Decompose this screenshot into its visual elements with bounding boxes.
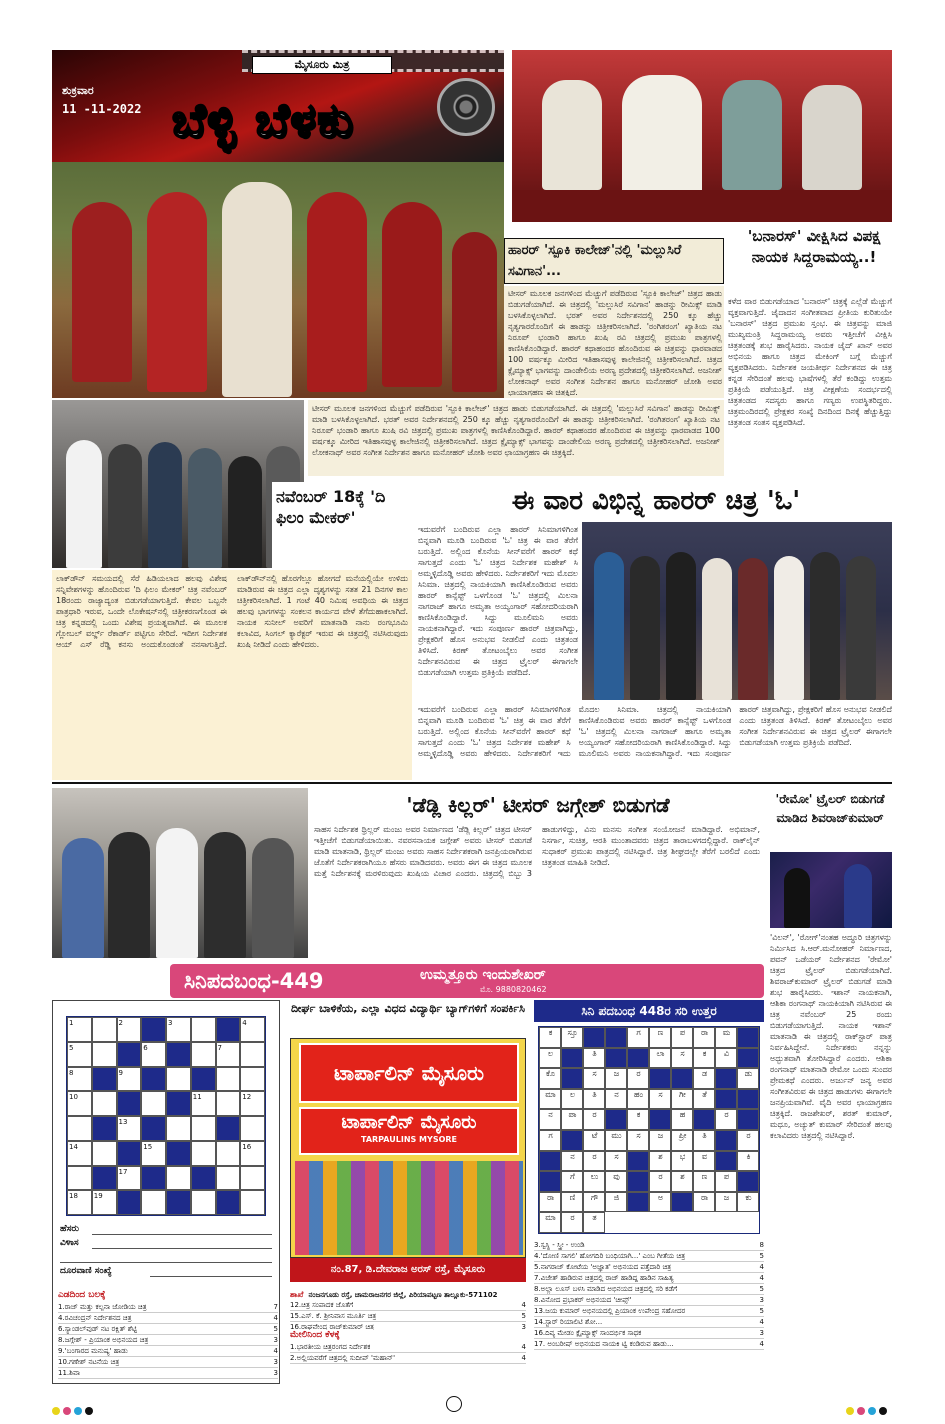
answer-cell: ವಿ (715, 1048, 737, 1069)
answer-cell: ಕಿ (737, 1151, 759, 1172)
answer-cell: ರ (627, 1068, 649, 1089)
crossword-cell[interactable] (92, 1141, 117, 1166)
answer-block (715, 1089, 737, 1110)
crossword-block (141, 1017, 166, 1042)
ad-sign-top (299, 1043, 519, 1103)
crossword-block (141, 1067, 166, 1092)
crossword-cell[interactable] (67, 1116, 92, 1141)
issue-day: ಶುಕ್ರವಾರ (62, 84, 94, 97)
answer-clues (534, 1240, 764, 1384)
crossword-cell[interactable] (191, 1141, 216, 1166)
answers-title: ಸಿನಿ ಪದಬಂಧ 448ರ ಸರಿ ಉತ್ತರ (534, 1000, 764, 1022)
clue-text: 16.ದಿವ್ಯ ಮೇಡಂ ಕ್ಲೈಮ್ಯಾಕ್ಸ್ ಸಾಂದರ್ಭಿಕ ಸಾಧಕ (534, 1329, 642, 1337)
answer-cell: ಪ (671, 1027, 693, 1048)
film-maker-headline: ನವೆಂಬರ್ 18ಕ್ಕೆ 'ದಿ ಫಿಲಂ ಮೇಕರ್' (272, 482, 412, 568)
answer-cell: ತೆ (693, 1089, 715, 1110)
phone-label: ದೂರವಾಣಿ ಸಂಖ್ಯೆ (60, 1266, 112, 1276)
crossword-cell[interactable]: 3 (166, 1017, 191, 1042)
crossword-cell[interactable] (92, 1091, 117, 1116)
clue-text: 12.ಚಿತ್ರ ಸಂಪಾದಕ ಜೊತೆಗೆ (290, 1301, 354, 1309)
clue-row (534, 1295, 764, 1306)
answer-block (671, 1192, 693, 1213)
crossword-cell[interactable] (216, 1141, 241, 1166)
crossword-cell[interactable]: 18 (67, 1190, 92, 1215)
answer-cell: ಕು (737, 1192, 759, 1213)
answer-block (649, 1109, 671, 1130)
clue-text: 1.ರಾಜ್ ಮತ್ತು ಕಲ್ಪನಾ ಜೋಡಿಯ ಚಿತ್ರ (58, 1303, 147, 1311)
crossword-cell[interactable] (141, 1190, 166, 1215)
answer-cell: ಪ (715, 1171, 737, 1192)
answer-cell: ವು (605, 1171, 627, 1192)
answer-block (539, 1171, 561, 1192)
crossword-cell[interactable] (141, 1091, 166, 1116)
horror-o-body-cont: ಇದುವರೆಗೆ ಬಂದಿರುವ ಎಲ್ಲಾ ಹಾರರ್ ಸಿನಿಮಾಗಳಿಗಿಂತ ಬಿನ್ನವಾಗಿ ಮೂಡಿ ಬಂದಿರುವ 'ಓ' ಚಿತ್ರ ಈ ವಾರ ತೆರೆಗೆ ಬರುತ್ತಿದೆ. ಅಲ್ಲಿಂದ ಕೊನೆಯ ಸೀನ್‌ವರೆಗೆ ಹಾರರ್ ಕಥೆ ಸಾಗುತ್ತದೆ ಎಂದು 'ಓ' ಚಿತ್ರದ ನಿರ್ದೇಶಕ ಮಹೇಶ್ ಸಿ ಅಮ್ಮಳ್ಳಿದೊಡ್ಡಿ ಅವರು ಹೇಳಿದರು. ನಿರ್ದೇಶಕರಿಗೆ ಇದು ಮೊದಲ ಸಿನಿಮಾ. ಚಿತ್ರದಲ್ಲಿ ನಾಯಕಿಯಾಗಿ ಕಾಣಿಸಿಕೊಂಡಿರುವ ಅವರು ಹಾರರ್ ಕಾನ್ಸೆಪ್ಟ್ ಒಳಗೊಂಡ 'ಓ' ಚಿತ್ರದಲ್ಲಿ ಮಿಲನಾ ನಾಗರಾಜ್ ಹಾಗೂ ಅಮೃತಾ ಅಯ್ಯಂಗಾರ್ ಸಹೋದರಿಯರಾಗಿ ಕಾಣಿಸಿಕೊಂಡಿದ್ದಾರೆ. ಸಿದ್ದು ಮೂಲಿಮನಿ ಅವರು ನಾಯಕನಾಗಿದ್ದಾರೆ. ಇದು ಸಂಪೂರ್ಣ ಹಾರರ್ ಚಿತ್ರವಾಗಿದ್ದು, ಪ್ರೇಕ್ಷಕರಿಗೆ ಹೊಸ ಅನುಭವ ನೀಡಲಿದೆ ಎಂದು ಚಿತ್ರತಂಡ ತಿಳಿಸಿದೆ. ಕಿರಣ್ ತೋಟಂಬೈಲು ಅವರ ಸಂಗೀತ ನಿರ್ದೇಶನವಿರುವ ಈ ಚಿತ್ರದ ಟ್ರೈಲರ್ ಈಗಾಗಲೇ ಬಿಡುಗಡೆಯಾಗಿ ಉತ್ತಮ ಪ್ರತಿಕ್ರಿಯೆ ಪಡೆದಿದೆ. (418, 705, 892, 758)
clue-length: 3 (273, 1358, 278, 1366)
answer-block (627, 1151, 649, 1172)
ad-brand: ಟಾರ್ಪಾಲಿನ್ ಮೈಸೂರು (334, 1061, 484, 1085)
answer-block (627, 1171, 649, 1192)
crossword-cell[interactable] (240, 1190, 265, 1215)
crossword-cell[interactable]: 11 (191, 1091, 216, 1116)
answer-cell: ಹಂ (627, 1089, 649, 1110)
ad-heading: ದೀರ್ಘ ಬಾಳಿಕೆಯ, ಎಲ್ಲಾ ವಿಧದ ವಿದ್ಯಾರ್ಥಿ ಬ್ಯಾಗ್‌ಗಳಿಗೆ ಸಂಪರ್ಕಿಸಿ (291, 1002, 525, 1015)
answer-cell: ಕೊ (539, 1068, 561, 1089)
crossword-title: ಸಿನಿಪದಬಂಧ-449 (184, 969, 324, 993)
phone-line[interactable] (150, 1276, 272, 1277)
clue-length: 7 (273, 1303, 278, 1311)
clue-row (58, 1357, 278, 1368)
clue-length: 4 (521, 1354, 526, 1362)
clue-length: 3 (521, 1323, 526, 1330)
answer-cell: ಪ್ರೀ (671, 1130, 693, 1151)
clue-length: 4 (273, 1314, 278, 1322)
clue-row (534, 1240, 764, 1251)
registration-mark (446, 1396, 462, 1412)
crossword-block (166, 1141, 191, 1166)
clue-length: 5 (521, 1312, 526, 1320)
answer-cell: ಮ (715, 1027, 737, 1048)
clue-length: 4 (759, 1340, 764, 1348)
clue-text: 16.ರಾಘವೇಂದ್ರ ರಾಜ್‌ಕುಮಾರ್ ಚಿತ್ರ (290, 1323, 375, 1330)
crossword-block (166, 1091, 191, 1116)
crossword-cell[interactable] (191, 1042, 216, 1067)
answer-block (715, 1068, 737, 1089)
crossword-cell[interactable]: 16 (240, 1141, 265, 1166)
answer-cell: ತಿ (693, 1130, 715, 1151)
raymo-headline: 'ರೇಮೋ' ಟ್ರೈಲರ್ ಬಿಡುಗಡೆ ಮಾಡಿದ ಶಿವರಾಜ್‌ಕುಮಾರ್ (775, 792, 885, 825)
answer-cell: ಜ (605, 1068, 627, 1089)
crossword-block (92, 1067, 117, 1092)
clue-text: 10.ಗಣೇಶ್ ನಟನೆಯ ಚಿತ್ರ (58, 1358, 120, 1366)
answers-grid (538, 1026, 760, 1234)
crossword-block (92, 1166, 117, 1191)
ad-branch-label: ಶಾಖೆ (290, 1290, 304, 1299)
section-title: ಬೆಳ್ಳಿ ಬೆಳಕು (172, 93, 355, 147)
answer-cell: ರ (561, 1212, 583, 1233)
crossword-block (166, 1190, 191, 1215)
answer-cell: ಲು (583, 1171, 605, 1192)
clue-length: 4 (521, 1343, 526, 1351)
across-title: ಎಡದಿಂದ ಬಲಕ್ಕೆ (58, 1290, 106, 1300)
down-clues (290, 1342, 526, 1384)
crossword-cell[interactable] (92, 1017, 117, 1042)
banaras-body: ಕಳೆದ ವಾರ ಬಿಡುಗಡೆಯಾದ 'ಬನಾರಸ್' ಚಿತ್ರಕ್ಕೆ ಎಲ್ಲೆಡೆ ಮೆಚ್ಚುಗೆ ವ್ಯಕ್ತವಾಗುತ್ತಿದೆ. ಜೈದಾದನ ಸಂಗೀತವಾದ ಪ್ರೀತಿಯ ಕುರಿತುಯೇ 'ಬನಾರಸ್' ಚಿತ್ರದ ಪ್ರಮುಖ ಸ್ತಂಭ. ಈ ಚಿತ್ರವನ್ನು ಮಾಜಿ ಮುಖ್ಯಮಂತ್ರಿ ಸಿದ್ದರಾಮಯ್ಯ ಅವರು ಇತ್ತೀಚೆಗೆ ವೀಕ್ಷಿಸಿ ಚಿತ್ರತಂಡಕ್ಕೆ ಶುಭ ಹಾರೈಸಿದರು. ನಾಯಕ ಜೈದ್ ಖಾನ್ ಅವರ ಅಭಿನಯ ಹಾಗೂ ಚಿತ್ರದ ಮೇಕಿಂಗ್ ಬಗ್ಗೆ ಮೆಚ್ಚುಗೆ ವ್ಯಕ್ತಪಡಿಸಿದರು. ನಿರ್ದೇಶಕ ಜಯತೀರ್ಥ ನಿರ್ದೇಶನದ ಈ ಚಿತ್ರ ಕನ್ನಡ ಸೇರಿದಂತೆ ಹಲವು ಭಾಷೆಗಳಲ್ಲಿ ತೆರೆ ಕಂಡಿದ್ದು ಉತ್ತಮ ಪ್ರತಿಕ್ರಿಯೆ ಪಡೆಯುತ್ತಿದೆ. ಚಿತ್ರ ವೀಕ್ಷಣೆಯ ಸಂದರ್ಭದಲ್ಲಿ ಚಿತ್ರತಂಡದ ಸದಸ್ಯರು ಹಾಗೂ ಗಣ್ಯರು ಉಪಸ್ಥಿತರಿದ್ದರು. ಚಿತ್ರಮಂದಿರದಲ್ಲಿ ಪ್ರೇಕ್ಷಕರ ಸಂಖ್ಯೆ ದಿನದಿಂದ ದಿನಕ್ಕೆ ಹೆಚ್ಚುತ್ತಿದ್ದು ಚಿತ್ರತಂಡ ಸಂತಸ ವ್ಯಕ್ತಪಡಿಸಿದೆ. (728, 297, 892, 427)
answer-block (561, 1130, 583, 1151)
address-line-2[interactable] (60, 1262, 272, 1263)
crossword-block (141, 1166, 166, 1191)
answer-cell: ಲ (561, 1089, 583, 1110)
clue-row (58, 1346, 278, 1357)
crossword-phone: ಮೊ. 9880820462 (480, 985, 547, 994)
clue-text: 8.ವಿನೋದ ಪ್ರಭಾಕರ್ ಅಭಿನಯದ 'ಚೀಪ್ಸ್' (534, 1296, 632, 1304)
clue-length: 8 (759, 1241, 764, 1249)
ad-branch-box (290, 1282, 526, 1300)
clue-text: 8.ಜಗ್ಗೇಶ್ - ಪ್ರಿಯಾಂಕ ಅಭಿನಯದ ಚಿತ್ರ (58, 1336, 149, 1344)
ad-brand-repeat: ಟಾರ್ಪಾಲಿನ್ ಮೈಸೂರು (341, 1112, 477, 1133)
answer-cell: ತಿ (583, 1048, 605, 1069)
clue-text: 17. ಅಂಬರೀಷ್ ಅಭಿನಯದ ನಾಯಕಿ ಟ್ವಿ ಕಂಡಿರುವ ಹಾಡು... (534, 1340, 674, 1348)
answer-cell: ಣ (693, 1171, 715, 1192)
deadly-killer-body: ಸಾಹಸ ನಿರ್ದೇಶಕ ಥ್ರಿಲ್ಲರ್ ಮಂಜು ಅವರ ನಿರ್ಮಾಣದ 'ಡೆಡ್ಲಿ ಕಿಲ್ಲರ್' ಚಿತ್ರದ ಟೀಸರ್ ಇತ್ತೀಚೆಗೆ ಬಿಡುಗಡೆಯಾಯಿತು. ನವರಸನಾಯಕ ಜಗ್ಗೇಶ್ ಅವರು ಟೀಸರ್ ಬಿಡುಗಡೆ ಮಾಡಿ ಮಾತನಾಡಿ, ಥ್ರಿಲ್ಲರ್ ಮಂಜು ಅವರು ಸಾಹಸ ನಿರ್ದೇಶಕರಾಗಿ ಜನಪ್ರಿಯರಾಗಿರುವ ಜೊತೆಗೆ ನಿರ್ದೇಶಕರಾಗಿಯೂ ಹೆಸರು ಮಾಡಿದವರು. ಅವರು ಈಗ ಈ ಚಿತ್ರದ ಮೂಲಕ ಮತ್ತೆ ನಿರ್ದೇಶನಕ್ಕೆ ಮರಳಿರುವುದು ಖುಷಿಯ ವಿಚಾರ ಎಂದರು. ಚಿತ್ರದಲ್ಲಿ ಬಿಬ್ಬು 3 ಹಾಡುಗಳಿದ್ದು, ವಿನು ಮನಸು ಸಂಗೀತ ಸಂಯೋಜನೆ ಮಾಡಿದ್ದಾರೆ. ಅಭಿಮಾನ್, ನಿಸರ್ಗಾ, ಸುಚಿತ್ರ, ಆರತಿ ಮುಂತಾದವರು ಚಿತ್ರದ ತಾರಾಬಳಗದಲ್ಲಿದ್ದಾರೆ. ರಾಕ್‌ಲೈನ್ ಸುಧಾಕರ್ ಪ್ರಮುಖ ಪಾತ್ರದಲ್ಲಿ ನಟಿಸಿದ್ದಾರೆ. ಚಿತ್ರ ಶೀಘ್ರದಲ್ಲೇ ತೆರೆಗೆ ಬರಲಿದೆ ಎಂದು ಚಿತ್ರತಂಡ ಮಾಹಿತಿ ನೀಡಿದೆ. (314, 825, 760, 878)
answer-cell: ರಾ (693, 1192, 715, 1213)
answer-cell: ಡ (693, 1068, 715, 1089)
clue-text: 11.ಶಿವಾ (58, 1369, 80, 1377)
answer-cell: ಲ (539, 1048, 561, 1069)
crossword-block (117, 1091, 142, 1116)
crossword-cell[interactable] (216, 1067, 241, 1092)
answer-cell: ಸ (605, 1151, 627, 1172)
clue-row (534, 1262, 764, 1273)
crossword-cell[interactable]: 10 (67, 1091, 92, 1116)
answer-block (715, 1130, 737, 1151)
ad-sign-bottom (299, 1107, 519, 1155)
clue-text: 15.ಎಸ್. ಕೆ. ಶ್ರೀನಿವಾಸ ಮೂರ್ತಿ ಚಿತ್ರ (290, 1312, 377, 1320)
clue-length: 4 (759, 1263, 764, 1271)
banaras-headline: 'ಬನಾರಸ್' ವೀಕ್ಷಿಸಿದ ವಿಪಕ್ಷ ನಾಯಕ ಸಿದ್ದರಾಮಯ್ಯ..! (747, 227, 881, 266)
answer-cell: ರ (649, 1171, 671, 1192)
crossword-cell[interactable]: 12 (240, 1091, 265, 1116)
answer-cell: ನ (561, 1151, 583, 1172)
horror-o-headline: ಈ ವಾರ ವಿಭಿನ್ನ ಹಾರರ್ ಚಿತ್ರ 'ಓ' (511, 486, 801, 516)
answer-block (627, 1048, 649, 1069)
answer-cell: ಪಾ (561, 1109, 583, 1130)
crossword-cell[interactable] (216, 1091, 241, 1116)
answer-block (605, 1109, 627, 1130)
cinema-photo (512, 50, 892, 222)
crossword-cell[interactable] (67, 1166, 92, 1191)
crossword-block (117, 1141, 142, 1166)
raymo-photo (770, 852, 892, 928)
answer-cell: ಜಿ (605, 1192, 627, 1213)
answer-cell: ಭ (671, 1151, 693, 1172)
ad-sub-brand: TARPAULINS MYSORE (360, 1135, 457, 1144)
answer-block (715, 1151, 737, 1172)
answer-cell: ಜ (715, 1192, 737, 1213)
clue-text: 6.ಸ್ಯಾಂಡಲ್‌ವುಡ್ ನಟ ರಕ್ಷಿತ್ ಶೆಟ್ಟಿ (58, 1325, 137, 1333)
clue-row (290, 1342, 526, 1353)
crossword-cell[interactable]: 19 (92, 1190, 117, 1215)
spooky-headline: ಹಾರರ್ 'ಸ್ಪೂಕಿ ಕಾಲೇಜ್'ನಲ್ಲಿ 'ಮಲ್ಲುಸಿರೆ ಸವಿಗಾನ'... (508, 243, 682, 279)
crossword-cell[interactable] (191, 1190, 216, 1215)
answer-cell: ಸ್ತೂ (561, 1027, 583, 1048)
answer-cell: ರಾ (693, 1027, 715, 1048)
clue-length: 5 (759, 1252, 764, 1260)
clue-row (534, 1251, 764, 1262)
section-rule (52, 782, 892, 784)
crossword-cell[interactable]: 13 (117, 1116, 142, 1141)
brand-label: ಮೈಸೂರು ಮಿತ್ರ (252, 56, 392, 74)
crossword-block (216, 1116, 241, 1141)
answer-block (737, 1027, 759, 1048)
answer-cell: ಲಾ (649, 1048, 671, 1069)
crossword-block (141, 1116, 166, 1141)
ad-panel (290, 1038, 526, 1258)
crossword-cell[interactable]: 5 (67, 1042, 92, 1067)
clue-row (534, 1284, 764, 1295)
film-maker-photo (52, 400, 304, 568)
answer-cell: ಗೆ (561, 1171, 583, 1192)
answer-cell: ಗ (627, 1027, 649, 1048)
answer-cell: ಗ (539, 1130, 561, 1151)
clue-row (58, 1302, 278, 1313)
answer-cell: ರ (583, 1109, 605, 1130)
clue-text: 14.ಸ್ಟಾರ್ ರಿಯಾಲಿಟಿ ಶೋ... (534, 1318, 603, 1326)
crossword-cell[interactable]: 6 (141, 1042, 166, 1067)
answer-cell: ವ (693, 1151, 715, 1172)
clue-row (290, 1322, 526, 1330)
answer-cell: ನ (539, 1109, 561, 1130)
clue-row (534, 1317, 764, 1328)
clue-row (534, 1328, 764, 1339)
crossword-cell[interactable]: 1 (67, 1017, 92, 1042)
name-label: ಹೆಸರು (60, 1224, 79, 1234)
down-title: ಮೇಲಿನಿಂದ ಕೆಳಕ್ಕೆ (290, 1330, 340, 1340)
film-maker-body: ಲಾಕ್‌ಡೌನ್ ಸಮಯದಲ್ಲಿ ಸೆರೆ ಹಿಡಿಯಲಾದ ಹಲವು ವಿಶೇಷ ಸನ್ನಿವೇಶಗಳನ್ನು ಹೊಂದಿರುವ 'ದಿ ಫಿಲಂ ಮೇಕರ್' ಚಿತ್ರ ನವೆಂಬರ್ 18ರಂದು ರಾಜ್ಯಾದ್ಯಂತ ಬಿಡುಗಡೆಯಾಗುತ್ತಿದೆ. ಕೇವಲ ಒಬ್ಬನೇ ಪಾತ್ರಧಾರಿ ಇರುವ, ಒಂದೇ ಲೊಕೇಷನ್‌ನಲ್ಲಿ ಚಿತ್ರೀಕರಣಗೊಂಡ ಈ ಚಿತ್ರ ಕನ್ನಡದಲ್ಲಿ ಒಂದು ವಿಶೇಷ ಪ್ರಯತ್ನವಾಗಿದೆ. ಈ ಮೂಲಕ ಗ್ಲೋಬಲ್ ವರ್ಲ್ಡ್ ರೆಕಾರ್ಡ್ ಪಟ್ಟಿಗೂ ಸೇರಿದೆ. ಇದೀಗ ನಿರ್ದೇಶಕ ಆಯ್ ಎಸ್ ರೆಡ್ಡಿ ಕನಸು ಅಂದುಕೊಂಡಂತೆ ನನಸಾಗುತ್ತಿದೆ. ಲಾಕ್‌ಡೌನ್‌ನಲ್ಲಿ ಹೊರಗೆಲ್ಲೂ ಹೋಗದೆ ಮನೆಯಲ್ಲಿಯೇ ಉಳಿದು ಮಾಡಿರುವ ಈ ಚಿತ್ರದ ಎಲ್ಲಾ ದೃಶ್ಯಗಳನ್ನು ಸತತ 21 ದಿನಗಳ ಕಾಲ ಚಿತ್ರೀಕರಿಸಲಾಗಿದೆ. 1 ಗಂಟೆ 40 ನಿಮಿಷ ಅವಧಿಯ ಈ ಚಿತ್ರದ ಹಲವು ಭಾಗಗಳನ್ನು ಸಂಕಲನ ಕಾರ್ಯದ ವೇಳೆ ತೆಗೆದುಹಾಕಲಾಗಿದೆ. ನಾಯಕ ಸುನೀಲ್ ಅವರಿಗೆ ಮಾತನಾಡಿ ನಾನು ರಂಗಭೂಮಿ ಕಲಾವಿದ, ಸಿಂಗಲ್ ಕ್ಯಾರೆಕ್ಟರ್ ಇರುವ ಈ ಚಿತ್ರದಲ್ಲಿ ನಟಿಸಿರುವುದು ಖುಷಿ ನೀಡಿದೆ ಎಂದು ಹೇಳಿದರು. (56, 574, 408, 649)
clue-text: 9.'ಬಂಗಾರದ ಮನುಷ್ಯ' ಹಾಡು (58, 1347, 128, 1355)
spooky-body-cont: ಟೀಸರ್ ಮೂಲಕ ಜನಗಳಿಂದ ಮೆಚ್ಚುಗೆ ಪಡೆದಿರುವ 'ಸ್ಪೂಕಿ ಕಾಲೇಜ್' ಚಿತ್ರದ ಹಾಡು ಬಿಡುಗಡೆಯಾಗಿದೆ. ಈ ಚಿತ್ರದಲ್ಲಿ 'ಮಲ್ಲುಸಿರೆ ಸವಿಗಾನ' ಹಾಡನ್ನು ರೀಮಿಕ್ಸ್ ಮಾಡಿ ಬಳಸಿಕೊಳ್ಳಲಾಗಿದೆ. ಭರತ್ ಅವರ ನಿರ್ದೇಶನದಲ್ಲಿ 250 ಕ್ಕೂ ಹೆಚ್ಚು ನೃತ್ಯಗಾರರೊಂದಿಗೆ ಈ ಹಾಡನ್ನು ಚಿತ್ರೀಕರಿಸಲಾಗಿದೆ. 'ರಂಗಿತರಂಗ' ಖ್ಯಾತಿಯ ನಟ ನಿರೂಪ್ ಭಂಡಾರಿ ಹಾಗೂ ಖುಷಿ ರವಿ ಚಿತ್ರದಲ್ಲಿ ಪ್ರಮುಖ ಪಾತ್ರಗಳಲ್ಲಿ ಕಾಣಿಸಿಕೊಂಡಿದ್ದಾರೆ. ಹಾರರ್ ಕಥಾಹಂದರ ಹೊಂದಿರುವ ಈ ಚಿತ್ರವನ್ನು ಧಾರವಾಡದ 100 ವರ್ಷಕ್ಕೂ ಮೀರಿದ ಇತಿಹಾಸವುಳ್ಳ ಕಾಲೇಜಿನಲ್ಲಿ ಚಿತ್ರೀಕರಿಸಲಾಗಿದೆ. ಚಿತ್ರದ ಕ್ಲೈಮ್ಯಾಕ್ಸ್ ಭಾಗವನ್ನು ದಾಂಡೇಲಿಯ ಅರಣ್ಯ ಪ್ರದೇಶದಲ್ಲಿ ಚಿತ್ರೀಕರಿಸಲಾಗಿದೆ. ಅಜನೀಶ್ ಲೋಕನಾಥ್ ಅವರ ಸಂಗೀತ ನಿರ್ದೇಶನ ಹಾಗೂ ಮನೋಹರ್ ಜೋಶಿ ಅವರ ಛಾಯಾಗ್ರಹಣ ಈ ಚಿತ್ರಕ್ಕಿದೆ. (312, 404, 720, 457)
crossword-block (117, 1190, 142, 1215)
answer-cell: ಕ (693, 1048, 715, 1069)
answer-block (605, 1027, 627, 1048)
answer-cell: ಶ (649, 1151, 671, 1172)
clue-text: 3.ಸ್ವಸ್ಥಿ - ಸ್ತ್ರೀ - ಉಂಡಿ (534, 1241, 585, 1249)
ad-address: ನಂ.87, ಡಿ.ದೇವರಾಜ ಅರಸ್ ರಸ್ತೆ, ಮೈಸೂರು (290, 1258, 526, 1282)
answer-cell: ಶ (671, 1171, 693, 1192)
answer-cell: ಸ (649, 1089, 671, 1110)
answer-block (627, 1192, 649, 1213)
address-label: ವಿಳಾಸ (60, 1238, 79, 1248)
crossword-cell[interactable] (166, 1166, 191, 1191)
clue-length: 3 (273, 1369, 278, 1377)
answer-block (583, 1027, 605, 1048)
answer-block (737, 1171, 759, 1192)
registration-dots-left (52, 1400, 96, 1419)
clue-row (58, 1313, 278, 1324)
clue-row (290, 1300, 526, 1311)
answer-block (605, 1048, 627, 1069)
clue-length: 5 (759, 1307, 764, 1315)
clue-length: 4 (759, 1274, 764, 1282)
clue-length: 3 (273, 1336, 278, 1344)
clue-length: 4 (521, 1301, 526, 1309)
answer-cell: ಟೆ (583, 1130, 605, 1151)
crossword-block (117, 1042, 142, 1067)
answer-cell: ಜ (649, 1130, 671, 1151)
crossword-cell[interactable] (166, 1067, 191, 1092)
answer-cell: ಮಾ (539, 1212, 561, 1233)
across-clues-more (290, 1300, 526, 1330)
answer-cell: ಡು (737, 1068, 759, 1089)
answer-cell: ರ (715, 1109, 737, 1130)
bags-display (295, 1161, 523, 1255)
answer-block (539, 1151, 561, 1172)
clue-text: 5.ನಾಗರಾಜ್ ಕೋಟೆಯ 'ಅಜ್ಞಾತ' ಅಭಿನಯದ ಪತ್ತೆದಾರಿ ಚಿತ್ರ (534, 1263, 672, 1271)
crossword-cell[interactable]: 14 (67, 1141, 92, 1166)
clue-text: 2.ಅಲ್ಲಿಯವರೆಗೆ ಚಿತ್ರದಲ್ಲಿ ಸುದೀಪ್ 'ಮಹಾನ್' (290, 1354, 396, 1362)
horror-o-photo (582, 522, 892, 700)
answer-cell: ರಾ (539, 1192, 561, 1213)
name-line[interactable] (92, 1234, 272, 1235)
deadly-killer-headline: 'ಡೆಡ್ಲಿ ಕಿಲ್ಲರ್' ಟೀಸರ್ ಜಗ್ಗೇಶ್ ಬಿಡುಗಡೆ (406, 793, 670, 817)
address-line[interactable] (92, 1248, 272, 1249)
clue-row (534, 1306, 764, 1317)
clue-row (290, 1311, 526, 1322)
answer-cell: ಗೀ (671, 1089, 693, 1110)
answer-cell: ರ (737, 1130, 759, 1151)
answer-block (561, 1068, 583, 1089)
answer-cell: ಸ (671, 1048, 693, 1069)
crossword-block (92, 1116, 117, 1141)
answer-block (671, 1068, 693, 1089)
crossword-cell[interactable]: 8 (67, 1067, 92, 1092)
answer-cell: ಅ (649, 1192, 671, 1213)
crossword-block (191, 1166, 216, 1191)
crossword-cell[interactable] (240, 1116, 265, 1141)
masthead-banner (52, 50, 504, 162)
crossword-cell[interactable]: 4 (240, 1017, 265, 1042)
crossword-cell[interactable] (240, 1042, 265, 1067)
spooky-body: ಟೀಸರ್ ಮೂಲಕ ಜನಗಳಿಂದ ಮೆಚ್ಚುಗೆ ಪಡೆದಿರುವ 'ಸ್ಪೂಕಿ ಕಾಲೇಜ್' ಚಿತ್ರದ ಹಾಡು ಬಿಡುಗಡೆಯಾಗಿದೆ. ಈ ಚಿತ್ರದಲ್ಲಿ 'ಮಲ್ಲುಸಿರೆ ಸವಿಗಾನ' ಹಾಡನ್ನು ರೀಮಿಕ್ಸ್ ಮಾಡಿ ಬಳಸಿಕೊಳ್ಳಲಾಗಿದೆ. ಭರತ್ ಅವರ ನಿರ್ದೇಶನದಲ್ಲಿ 250 ಕ್ಕೂ ಹೆಚ್ಚು ನೃತ್ಯಗಾರರೊಂದಿಗೆ ಈ ಹಾಡನ್ನು ಚಿತ್ರೀಕರಿಸಲಾಗಿದೆ. 'ರಂಗಿತರಂಗ' ಖ್ಯಾತಿಯ ನಟ ನಿರೂಪ್ ಭಂಡಾರಿ ಹಾಗೂ ಖುಷಿ ರವಿ ಚಿತ್ರದಲ್ಲಿ ಪ್ರಮುಖ ಪಾತ್ರಗಳಲ್ಲಿ ಕಾಣಿಸಿಕೊಂಡಿದ್ದಾರೆ. ಹಾರರ್ ಕಥಾಹಂದರ ಹೊಂದಿರುವ ಈ ಚಿತ್ರವನ್ನು ಧಾರವಾಡದ 100 ವರ್ಷಕ್ಕೂ ಮೀರಿದ ಇತಿಹಾಸವುಳ್ಳ ಕಾಲೇಜಿನಲ್ಲಿ ಚಿತ್ರೀಕರಿಸಲಾಗಿದೆ. ಚಿತ್ರದ ಕ್ಲೈಮ್ಯಾಕ್ಸ್ ಭಾಗವನ್ನು ದಾಂಡೇಲಿಯ ಅರಣ್ಯ ಪ್ರದೇಶದಲ್ಲಿ ಚಿತ್ರೀಕರಿಸಲಾಗಿದೆ. ಅಜನೀಶ್ ಲೋಕನಾಥ್ ಅವರ ಸಂಗೀತ ನಿರ್ದೇಶನ ಹಾಗೂ ಮನೋಹರ್ ಜೋಶಿ ಅವರ ಛಾಯಾಗ್ರಹಣ ಈ ಚಿತ್ರಕ್ಕಿದೆ. (508, 289, 722, 396)
crossword-block (166, 1042, 191, 1067)
clue-row (58, 1335, 278, 1346)
answer-cell: ನ (605, 1089, 627, 1110)
crossword-block (191, 1067, 216, 1092)
crossword-block (216, 1190, 241, 1215)
clue-row (290, 1353, 526, 1364)
clue-text: 1.ಭಾರತೀಯ ಚಿತ್ರರಂಗದ ನಿರ್ದೇಶಕ (290, 1343, 371, 1351)
clue-length: 4 (273, 1347, 278, 1355)
answer-cell: ಸ (583, 1068, 605, 1089)
answer-cell: ಸ (627, 1130, 649, 1151)
answer-cell: ಮಾ (539, 1089, 561, 1110)
crossword-cell[interactable] (166, 1116, 191, 1141)
crossword-cell[interactable] (240, 1166, 265, 1191)
crossword-cell[interactable] (240, 1067, 265, 1092)
answer-cell: ಕ (539, 1027, 561, 1048)
clue-length: 4 (759, 1318, 764, 1326)
clue-row (534, 1273, 764, 1284)
crossword-block (216, 1017, 241, 1042)
crossword-cell[interactable]: 17 (117, 1166, 142, 1191)
crossword-cell[interactable] (92, 1042, 117, 1067)
answer-cell: ಕ (627, 1109, 649, 1130)
crossword-cell[interactable] (216, 1166, 241, 1191)
answer-block (737, 1089, 759, 1110)
answer-block (693, 1109, 715, 1130)
answer-cell: ರ (583, 1151, 605, 1172)
crossword-grid (66, 1016, 266, 1216)
clue-text: 4.'ದೋಣಿ ಸಾಗಲಿ' ಹೋಗದಿರಿ ಬಂಧಿಯಾಗಿ...' ಎಂಬ ಗೀತೆಯ ಚಿತ್ರ (534, 1252, 686, 1260)
crossword-author: ಉಮ್ಮತ್ತೂರು ಇಂದುಶೇಖರ್ (420, 967, 546, 983)
answer-cell: ಹ (671, 1109, 693, 1130)
film-reel-icon (437, 78, 495, 136)
clue-text: 4.ರವಿಚಂದ್ರನ್ ನಿರ್ದೇಶನದ ಚಿತ್ರ (58, 1314, 132, 1322)
issue-date: 11 -11-2022 (62, 102, 142, 116)
clue-text: 13.ಜಯ ಕುಮಾರ್ ಅಭಿನಯದಲ್ಲಿ ಪ್ರಿಯಾಂಕ ಉಪೇಂದ್ರ ಸಹೋದರ (534, 1307, 686, 1315)
dance-photo (52, 162, 504, 398)
crossword-header (170, 964, 764, 998)
answer-cell: ಮು (605, 1130, 627, 1151)
crossword-cell[interactable]: 7 (216, 1042, 241, 1067)
crossword-cell[interactable]: 2 (117, 1017, 142, 1042)
deadly-killer-photo (52, 788, 308, 958)
crossword-cell[interactable] (191, 1116, 216, 1141)
clue-text: 7.ವಿಜೇತ್ ಹಾಡಿರುವ ಚಿತ್ರದಲ್ಲಿ ರಾಜ್ ಹಾಡಿದ್ದ ಹಾಡಿನ ಸಾಹಿತ್ಯ (534, 1274, 674, 1282)
clue-length: 3 (759, 1329, 764, 1337)
answer-block (737, 1109, 759, 1130)
answer-cell: ಣ (649, 1027, 671, 1048)
clue-row (534, 1339, 764, 1350)
answer-block (561, 1048, 583, 1069)
crossword-cell[interactable]: 15 (141, 1141, 166, 1166)
raymo-body: 'ವಿಲನ್', 'ರೋಗ್'ನಂತಹ ಅದ್ಧೂರಿ ಚಿತ್ರಗಳನ್ನು ನಿರ್ಮಿಸಿದ ಸಿ.ಆರ್.ಮನೋಹರ್ ನಿರ್ಮಾಣದ, ಪವನ್ ಒಡೆಯರ್ ನಿರ್ದೇಶನದ 'ರೇಮೋ' ಚಿತ್ರದ ಟ್ರೈಲರ್ ಬಿಡುಗಡೆಯಾಗಿದೆ. ಶಿವರಾಜ್‌ಕುಮಾರ್ ಟ್ರೈಲರ್ ಬಿಡುಗಡೆ ಮಾಡಿ ಶುಭ ಹಾರೈಸಿದರು. ಇಶಾನ್ ನಾಯಕನಾಗಿ, ಆಶಿಕಾ ರಂಗನಾಥ್ ನಾಯಕಿಯಾಗಿ ನಟಿಸಿರುವ ಈ ಚಿತ್ರ ನವೆಂಬರ್ 25 ರಂದು ಬಿಡುಗಡೆಯಾಗುತ್ತಿದೆ. ನಾಯಕ ಇಶಾನ್ ಮಾತನಾಡಿ ಈ ಚಿತ್ರದಲ್ಲಿ ರಾಕ್‌ಸ್ಟಾರ್ ಪಾತ್ರ ನಿರ್ವಹಿಸಿದ್ದೇನೆ. ನಿರ್ದೇಶಕರು ನನ್ನನ್ನು ಅದ್ಭುತವಾಗಿ ತೋರಿಸಿದ್ದಾರೆ ಎಂದರು. ಆಶಿಕಾ ರಂಗನಾಥ್ ಮಾತನಾಡಿ ರೇಮೋ ಒಂದು ಸುಂದರ ಪ್ರೇಮಕಥೆ ಎಂದರು. ಅರ್ಜುನ್ ಜನ್ಯ ಅವರ ಸಂಗೀತವಿರುವ ಈ ಚಿತ್ರದ ಹಾಡುಗಳು ಈಗಾಗಲೇ ಜನಪ್ರಿಯವಾಗಿವೆ. ವೈದಿ ಅವರ ಛಾಯಾಗ್ರಹಣ ಚಿತ್ರಕ್ಕಿದೆ. ರಾಜಶೇಖರ್, ಶರತ್ ಕುಮಾರ್, ಮಧೂ, ಅಚ್ಯುತ್ ಕುಮಾರ್ ಸೇರಿದಂತೆ ಹಲವು ಕಲಾವಿದರು ಚಿತ್ರದಲ್ಲಿ ನಟಿಸಿದ್ದಾರೆ. (770, 933, 892, 1140)
clue-length: 3 (759, 1296, 764, 1304)
horror-o-body: ಇದುವರೆಗೆ ಬಂದಿರುವ ಎಲ್ಲಾ ಹಾರರ್ ಸಿನಿಮಾಗಳಿಗಿಂತ ಬಿನ್ನವಾಗಿ ಮೂಡಿ ಬಂದಿರುವ 'ಓ' ಚಿತ್ರ ಈ ವಾರ ತೆರೆಗೆ ಬರುತ್ತಿದೆ. ಅಲ್ಲಿಂದ ಕೊನೆಯ ಸೀನ್‌ವರೆಗೆ ಹಾರರ್ ಕಥೆ ಸಾಗುತ್ತದೆ ಎಂದು 'ಓ' ಚಿತ್ರದ ನಿರ್ದೇಶಕ ಮಹೇಶ್ ಸಿ ಅಮ್ಮಳ್ಳಿದೊಡ್ಡಿ ಅವರು ಹೇಳಿದರು. ನಿರ್ದೇಶಕರಿಗೆ ಇದು ಮೊದಲ ಸಿನಿಮಾ. ಚಿತ್ರದಲ್ಲಿ ನಾಯಕಿಯಾಗಿ ಕಾಣಿಸಿಕೊಂಡಿರುವ ಅವರು ಹಾರರ್ ಕಾನ್ಸೆಪ್ಟ್ ಒಳಗೊಂಡ 'ಓ' ಚಿತ್ರದಲ್ಲಿ ಮಿಲನಾ ನಾಗರಾಜ್ ಹಾಗೂ ಅಮೃತಾ ಅಯ್ಯಂಗಾರ್ ಸಹೋದರಿಯರಾಗಿ ಕಾಣಿಸಿಕೊಂಡಿದ್ದಾರೆ. ಸಿದ್ದು ಮೂಲಿಮನಿ ಅವರು ನಾಯಕನಾಗಿದ್ದಾರೆ. ಇದು ಸಂಪೂರ್ಣ ಹಾರರ್ ಚಿತ್ರವಾಗಿದ್ದು, ಪ್ರೇಕ್ಷಕರಿಗೆ ಹೊಸ ಅನುಭವ ನೀಡಲಿದೆ ಎಂದು ಚಿತ್ರತಂಡ ತಿಳಿಸಿದೆ. ಕಿರಣ್ ತೋಟಂಬೈಲು ಅವರ ಸಂಗೀತ ನಿರ್ದೇಶನವಿರುವ ಈ ಚಿತ್ರದ ಟ್ರೈಲರ್ ಈಗಾಗಲೇ ಬಿಡುಗಡೆಯಾಗಿ ಉತ್ತಮ ಪ್ರತಿಕ್ರಿಯೆ ಪಡೆದಿದೆ. (418, 525, 578, 677)
answer-cell: ಣಿ (561, 1192, 583, 1213)
across-clues (58, 1302, 278, 1384)
answer-block (649, 1068, 671, 1089)
answer-cell: ತಿ (583, 1089, 605, 1110)
answer-cell: ಗೌ (583, 1192, 605, 1213)
clue-text: 8.ಅಲ್ಲಾ ಲೂಸ್ ಬಳಸಿ ಮಾಡಿದ ಅಭಿನಯದ ಚಿತ್ರದಲ್ಲಿ ಸರಿ ಕಡೆಗೆ (534, 1285, 678, 1293)
ad-branch: ನಂಜನಗೂಡು ರಸ್ತೆ, ಚಾಮರಾಜನಗರ ಜಿಲ್ಲೆ, ಪಿರಿಯಾಪಟ್ಟಣ ತಾಲ್ಲೂಕು-571102 (308, 1291, 498, 1299)
registration-dots-right (846, 1400, 890, 1419)
clue-length: 5 (273, 1325, 278, 1333)
clue-row (58, 1368, 278, 1379)
clue-length: 5 (759, 1285, 764, 1293)
crossword-cell[interactable] (191, 1017, 216, 1042)
answer-block (737, 1048, 759, 1069)
crossword-cell[interactable]: 9 (117, 1067, 142, 1092)
clue-row (58, 1324, 278, 1335)
answer-cell: ತ (583, 1212, 605, 1233)
